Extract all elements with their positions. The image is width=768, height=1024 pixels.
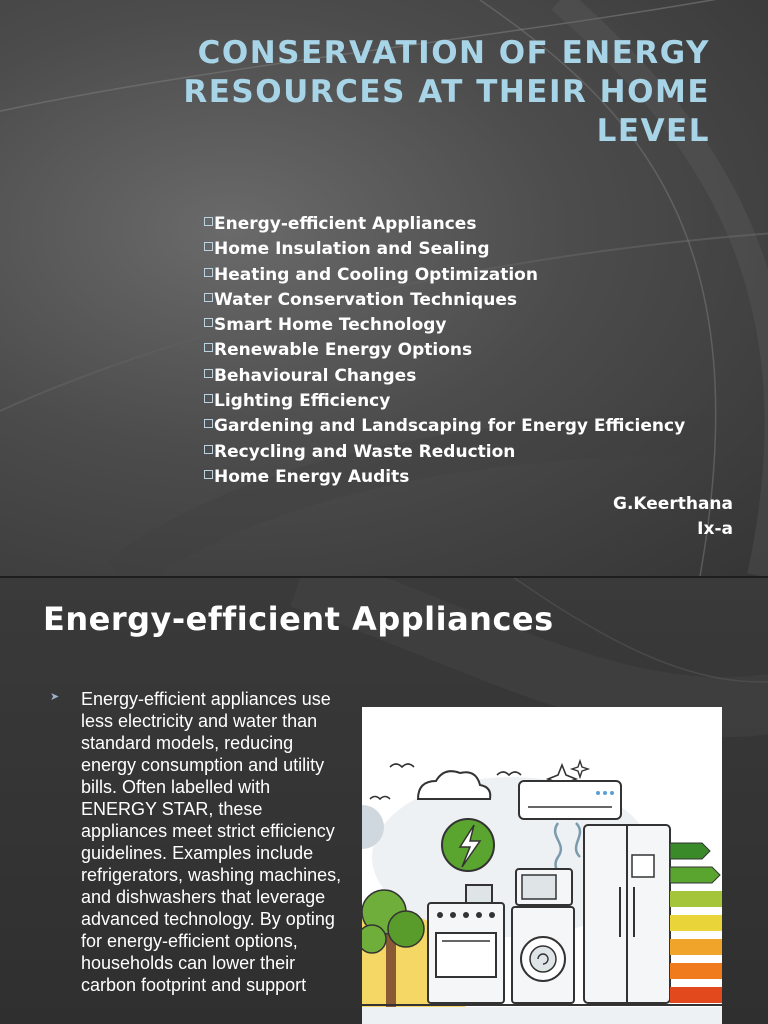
title-line-1: CONSERVATION OF ENERGY <box>197 35 710 71</box>
author-name: G.Keerthana <box>612 494 733 514</box>
list-item-text: Behavioural Changes <box>214 365 417 386</box>
content-bullet <box>50 688 350 996</box>
content-paragraph: Energy-efficient appliances use less electricity and water than standard models, reducing energy consumption and utility bills. Often labelled with ENERGY STAR, these appliances meet strict efficiency guidelines. Examples include refrigerators, washing machines, and dishwashers that leverage advanced technology. By opting for energy-efficient options, households can lower their carbon footprint and support <box>81 689 342 995</box>
square-bullet-icon <box>204 470 213 479</box>
slide-heading: Energy-efficient Appliances <box>43 600 554 638</box>
list-item-text: Gardening and Landscaping for Energy Efficiency <box>214 416 686 437</box>
square-bullet-icon <box>204 293 213 302</box>
list-item <box>204 288 685 313</box>
square-bullet-icon <box>204 242 213 251</box>
list-item-text: Renewable Energy Options <box>214 340 473 361</box>
square-bullet-icon <box>204 394 213 403</box>
author-class: Ix-a <box>697 519 733 539</box>
arrow-bullet-icon: ➤ <box>50 690 60 703</box>
author-block <box>613 492 733 542</box>
list-item <box>204 389 685 414</box>
square-bullet-icon <box>204 343 213 352</box>
list-item <box>204 414 685 439</box>
list-item <box>204 465 685 490</box>
topic-list <box>204 212 685 490</box>
list-item-text: Home Insulation and Sealing <box>214 239 490 260</box>
appliances-illustration <box>362 707 722 1024</box>
list-item <box>204 338 685 363</box>
square-bullet-icon <box>204 445 213 454</box>
list-item-text: Home Energy Audits <box>214 466 410 487</box>
square-bullet-icon <box>204 217 213 226</box>
title-line-3: LEVEL <box>596 113 710 149</box>
appliances-illustration-art <box>362 707 722 1024</box>
list-item-text: Smart Home Technology <box>214 315 447 336</box>
title-line-2: RESOURCES AT THEIR HOME <box>183 74 710 110</box>
list-item-text: Energy-efficient Appliances <box>214 214 477 234</box>
list-item <box>204 313 685 338</box>
square-bullet-icon <box>204 318 213 327</box>
content-slide <box>0 578 768 1024</box>
square-bullet-icon <box>204 369 213 378</box>
list-item <box>204 263 685 288</box>
list-item-text: Recycling and Waste Reduction <box>214 441 516 462</box>
list-item <box>204 440 685 465</box>
list-item <box>204 237 685 262</box>
list-item <box>204 212 685 237</box>
list-item-text: Water Conservation Techniques <box>214 289 517 310</box>
list-item-text: Lighting Efficiency <box>214 391 391 412</box>
slide-title <box>90 34 710 151</box>
square-bullet-icon <box>204 419 213 428</box>
square-bullet-icon <box>204 268 213 277</box>
list-item <box>204 364 685 389</box>
list-item-text: Heating and Cooling Optimization <box>214 264 538 285</box>
